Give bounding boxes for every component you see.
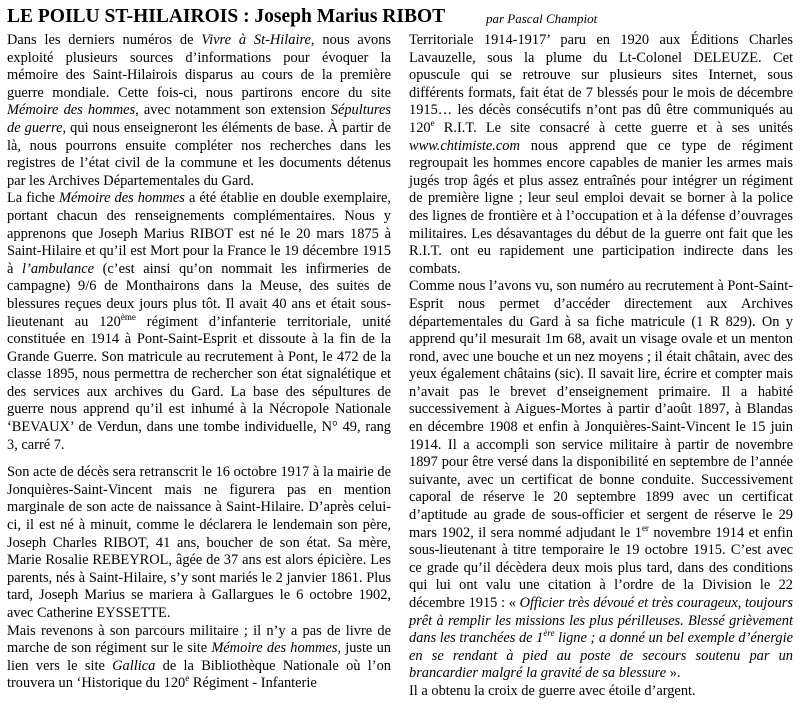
paragraph-fiche: La fiche Mémoire des hommes a été établie en double exemplaire, portant chacun des renseignements complémentaires. Nous y apprenons que Joseph Marius RIBOT est né le 20 mars 1875 à Saint-Hilaire et qu’il est Mort pour la France le 19 décembre 1915 à l’ambulance (c’est ainsi qu’on nommait les infirmeries de campagne) 9/6 de Monthairons dans la Meuse, des suites de blessures reçues deux jours plus tôt. Il avait 40 ans et était sous-lieutenant au 120ème régiment d’infanterie territoriale, unité constituée en 1914 à Pont-Saint-Esprit et dissoute à la fin de la Grande Guerre. Son matricule au recrutement à Pont, le 472 de la classe 1895, nous permettra de rechercher son état signalétique et des services aux archives du Gard. La base des sépultures de guerre nous apprend qu’il est inhumé à la Nécropole Nationale ‘BEVAUX’ de Verdun, dans une tombe individuelle, N° 49, rang 3, carré 7. [7, 190, 391, 453]
website-name: Mémoire des hommes [7, 102, 136, 119]
paragraph-fiche-matricule: Comme nous l’avons vu, son numéro au recrutement à Pont-Saint-Esprit nous permet d’accéder directement aux Archives départementales du Gard à sa fiche matricule (1 R 829). On y apprend qu’il mesurait 1m 68, avait un visage ovale et un menton rond, avec une bouche et un nez moyens ; il était châtain, avec des yeux également châtains (sic). Il savait lire, écrire et compter mais n’avait pas le brevet d’enseignement primaire. Il a habité successivement à Aigues-Mortes à partir d’août 1897, à Blandas en décembre 1908 et enfin à Jonquières-Saint-Vincent le 15 juin 1914. Il a accompli son service militaire à partir de novembre 1897 pour être versé dans la disponibilité en septembre de l’année suivante, avec un certificat de bonne conduite. Successivement caporal de réserve le 20 septembre 1899 avec un certificat d’aptitude au grade de sous-officier et sergent de réserve le 29 mars 1902, il sera nommé adjudant le 1er novembre 1914 et enfin sous-lieutenant à titre temporaire le 19 octobre 1915. C’est avec ce grade qu’il décèdera deux mois plus tard, dans des conditions qui lui ont valu une citation à l’ordre de la Division le 22 décembre 1915 : « Officier très dévoué et très courageux, toujours prêt à remplir les missions les plus périlleuses. Blessé grièvement dans les tranchées de 1ère ligne ; a donné un bel exemple d’énergie en se rendant à pied au poste de secours soutenu par un brancardier malgré la gravité de sa blessure ». [409, 278, 793, 682]
article-title: LE POILU ST-HILAIROIS : Joseph Marius RIBOT [7, 6, 446, 27]
journal-title: Vivre à St-Hilaire [201, 32, 311, 48]
author-byline: par Pascal Champiot [486, 11, 598, 26]
article-columns [7, 32, 793, 701]
right-column [409, 32, 793, 701]
left-column [7, 32, 391, 701]
paragraph-acte-deces: Son acte de décès sera retranscrit le 16 octobre 1917 à la mairie de Jonquières-Saint-Vincent mais ne figurera pas en mention marginale de son acte de naissance à Saint-Hilaire. D’après celui-ci, il est né à minuit, comme le déclarera le lendemain son père, Joseph Charles RIBOT, 41 ans, boucher de son état. Sa mère, Marie Rosalie REBEYROL, âgée de 37 ans est alors épicière. Les parents, nés à Saint-Hilaire, s’y sont mariés le 2 janvier 1861. Plus tard, Joseph Marius se mariera à Gallargues le 6 octobre 1902, avec Catherine EYSSETTE. [7, 464, 391, 621]
website-url: www.chtimiste.com [409, 137, 520, 154]
citation-quote: Officier très dévoué et très courageux, toujours prêt à remplir les missions les plus périlleuses. Blessé grièvement dans les tranchées de 1ère ligne ; a donné un bel exemple d’énergie en se rendant à pied au poste de secours soutenu par un brancardier malgré la gravité de sa blessure [409, 595, 793, 682]
article-header [7, 6, 793, 32]
paragraph-introduction: Dans les derniers numéros de Vivre à St-Hilaire, nous avons exploité plusieurs sources d’informations pour évoquer la mémoire des Saint-Hilairois disparus au cours de la première guerre mondiale. Cette fois-ci, nous partirons encore du site Mémoire des hommes, avec notamment son extension Sépultures de guerre, qui nous enseigneront les éléments de base. À partir de là, nous pourrons ensuite compléter nos recherches dans les registres de l’état civil de la commune et les documents détenus par les Archives Départementales du Gard. [7, 32, 391, 189]
paragraph-historique: Territoriale 1914-1917’ paru en 1920 aux Éditions Charles Lavauzelle, sous la plume du Lt-Colonel DELEUZE. Cet opuscule qui se retrouve sur plusieurs sites Internet, sous différents formats, fait état de 7 blessés pour le mois de décembre 1915… les décès consécutifs n’ont pas dû être communiqués au 120e R.I.T. Le site consacré à cette guerre et à ses unités www.chtimiste.com nous apprend que ce type de régiment regroupait les hommes encore capables de manier les armes mais jugés trop âgés et plus assez entraînés pour intégrer un régiment de première ligne ; leur seul emploi devait se borner à la police des lignes de frontière et à l’occupation et à la défense d’ouvrages militaires. Les désavantages du début de la guerre ont fait que les R.I.T. ont eu rapidement une participation indirecte dans les combats. [409, 32, 793, 277]
website-extension: Sépultures de guerre [7, 102, 391, 136]
paragraph-croix-de-guerre: Il a obtenu la croix de guerre avec étoile d’argent. [409, 682, 696, 699]
paragraph-parcours: Mais revenons à son parcours militaire ; il n’y a pas de livre de marche de son régiment sur le site Mémoire des hommes, juste un lien vers le site Gallica de la Bibliothèque Nationale où l’on trouvera un ‘Historique du 120e Régiment - Infanterie [7, 622, 391, 692]
